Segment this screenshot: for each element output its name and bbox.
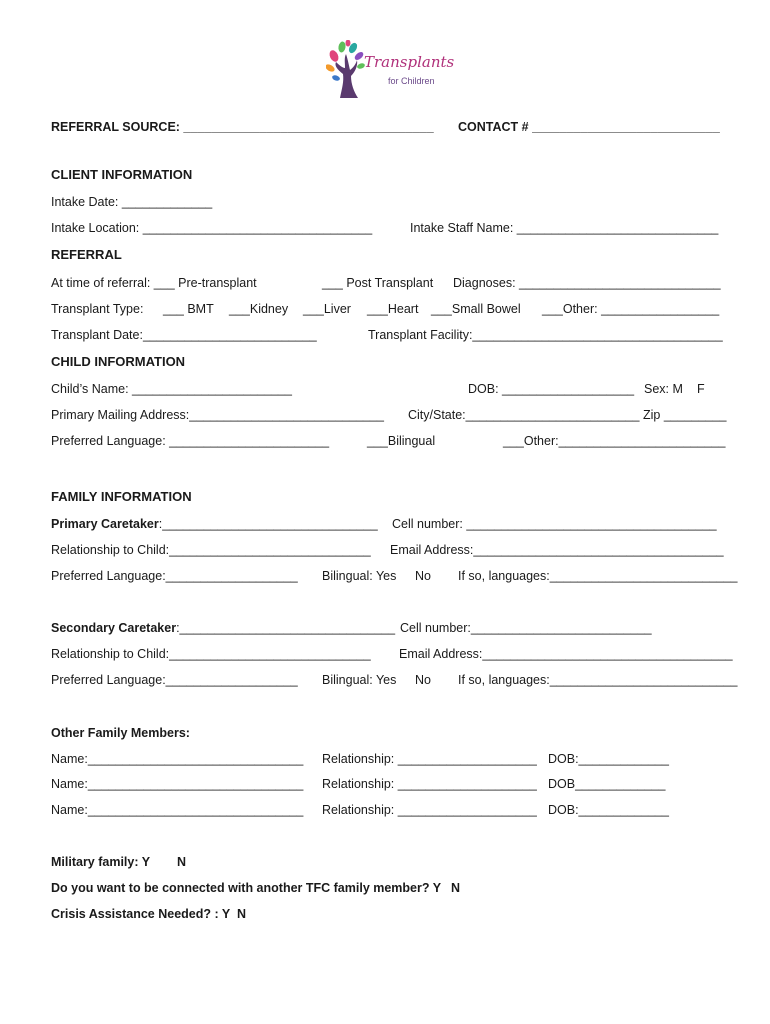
primary-caretaker-line: :_______________________________ xyxy=(158,517,378,531)
child-bilingual-option[interactable]: ___Bilingual xyxy=(367,434,436,448)
secondary-caretaker-label: Secondary Caretaker xyxy=(51,621,177,635)
family-information-heading: FAMILY INFORMATION xyxy=(51,489,192,504)
intake-date-field[interactable]: Intake Date: _____________ xyxy=(51,195,213,209)
member-1-name-field[interactable]: Name:_______________________________ xyxy=(51,752,304,766)
transplant-type-label: Transplant Type: xyxy=(51,302,144,316)
primary-relationship-field[interactable]: Relationship to Child:_____________________________ xyxy=(51,543,371,557)
referral-heading: REFERRAL xyxy=(51,247,122,262)
pre-transplant-option[interactable]: At time of referral: ___ Pre-transplant xyxy=(51,276,257,290)
client-information-heading: CLIENT INFORMATION xyxy=(51,167,193,182)
secondary-bilingual-no-option[interactable]: No xyxy=(415,673,431,687)
post-transplant-option[interactable]: ___ Post Transplant xyxy=(322,276,434,290)
kidney-option[interactable]: ___Kidney xyxy=(229,302,289,316)
connect-family-no-option[interactable]: N xyxy=(451,881,461,895)
sex-m-option[interactable]: Sex: M xyxy=(644,382,683,396)
logo-text-for-children: for Children xyxy=(388,76,435,86)
primary-language-field[interactable]: Preferred Language:___________________ xyxy=(51,569,298,583)
referral-source-field[interactable]: REFERRAL SOURCE: ____________________________________ xyxy=(51,120,434,134)
child-language-field[interactable]: Preferred Language: _______________________ xyxy=(51,434,330,448)
transplants-for-children-logo xyxy=(326,40,455,100)
secondary-relationship-field[interactable]: Relationship to Child:_____________________________ xyxy=(51,647,371,661)
liver-option[interactable]: ___Liver xyxy=(303,302,351,316)
military-family-no-option[interactable]: N xyxy=(177,855,187,869)
city-state-field[interactable]: City/State:_________________________ xyxy=(408,408,640,422)
child-information-heading: CHILD INFORMATION xyxy=(51,354,186,369)
contact-field[interactable]: CONTACT # ___________________________ xyxy=(458,120,720,134)
other-transplant-field[interactable]: ___Other: _________________ xyxy=(542,302,720,316)
other-family-members-heading: Other Family Members: xyxy=(51,726,190,740)
primary-languages-field[interactable]: If so, languages:___________________________ xyxy=(458,569,738,583)
secondary-caretaker-field[interactable] xyxy=(51,621,395,635)
secondary-bilingual-yes-option[interactable]: Bilingual: Yes xyxy=(322,673,397,687)
member-3-relationship-field[interactable]: Relationship: ____________________ xyxy=(322,803,537,817)
logo-text-transplants: Transplants xyxy=(364,53,455,71)
member-1-dob-field[interactable]: DOB:_____________ xyxy=(548,752,669,766)
member-1-relationship-field[interactable]: Relationship: ____________________ xyxy=(322,752,537,766)
primary-cell-field[interactable]: Cell number: ____________________________________ xyxy=(392,517,717,531)
member-3-name-field[interactable]: Name:_______________________________ xyxy=(51,803,304,817)
diagnoses-field[interactable]: Diagnoses: _____________________________ xyxy=(453,276,721,290)
child-dob-field[interactable]: DOB: ___________________ xyxy=(468,382,635,396)
primary-email-field[interactable]: Email Address:____________________________________ xyxy=(390,543,724,557)
intake-staff-name-field[interactable]: Intake Staff Name: _____________________________ xyxy=(410,221,719,235)
primary-caretaker-label: Primary Caretaker xyxy=(51,517,159,531)
member-2-relationship-field[interactable]: Relationship: ____________________ xyxy=(322,777,537,791)
bmt-option[interactable]: ___ BMT xyxy=(163,302,214,316)
member-2-name-field[interactable]: Name:_______________________________ xyxy=(51,777,304,791)
crisis-assistance-yes-option[interactable]: Crisis Assistance Needed? : Y xyxy=(51,907,231,921)
child-name-field[interactable]: Child’s Name: _______________________ xyxy=(51,382,292,396)
small-bowel-option[interactable]: ___Small Bowel xyxy=(431,302,521,316)
transplant-facility-field[interactable]: Transplant Facility:____________________________________ xyxy=(368,328,723,342)
heart-option[interactable]: ___Heart xyxy=(367,302,419,316)
military-family-yes-option[interactable]: Military family: Y xyxy=(51,855,151,869)
intake-location-field[interactable]: Intake Location: _________________________________ xyxy=(51,221,373,235)
secondary-cell-field[interactable]: Cell number:__________________________ xyxy=(400,621,652,635)
primary-bilingual-no-option[interactable]: No xyxy=(415,569,431,583)
child-other-language-field[interactable]: ___Other:________________________ xyxy=(503,434,726,448)
member-3-dob-field[interactable]: DOB:_____________ xyxy=(548,803,669,817)
primary-bilingual-yes-option[interactable]: Bilingual: Yes xyxy=(322,569,397,583)
crisis-assistance-no-option[interactable]: N xyxy=(237,907,247,921)
primary-caretaker-field[interactable] xyxy=(51,517,378,531)
sex-f-option[interactable]: F xyxy=(697,382,705,396)
secondary-email-field[interactable]: Email Address:____________________________________ xyxy=(399,647,733,661)
member-2-dob-field[interactable]: DOB_____________ xyxy=(548,777,666,791)
secondary-caretaker-line: :_______________________________ xyxy=(176,621,396,635)
transplant-date-field[interactable]: Transplant Date:_________________________ xyxy=(51,328,317,342)
secondary-languages-field[interactable]: If so, languages:___________________________ xyxy=(458,673,738,687)
secondary-language-field[interactable]: Preferred Language:___________________ xyxy=(51,673,298,687)
mailing-address-field[interactable]: Primary Mailing Address:____________________________ xyxy=(51,408,384,422)
connect-family-yes-option[interactable]: Do you want to be connected with another TFC family member? Y xyxy=(51,881,442,895)
zip-field[interactable]: Zip _________ xyxy=(643,408,727,422)
